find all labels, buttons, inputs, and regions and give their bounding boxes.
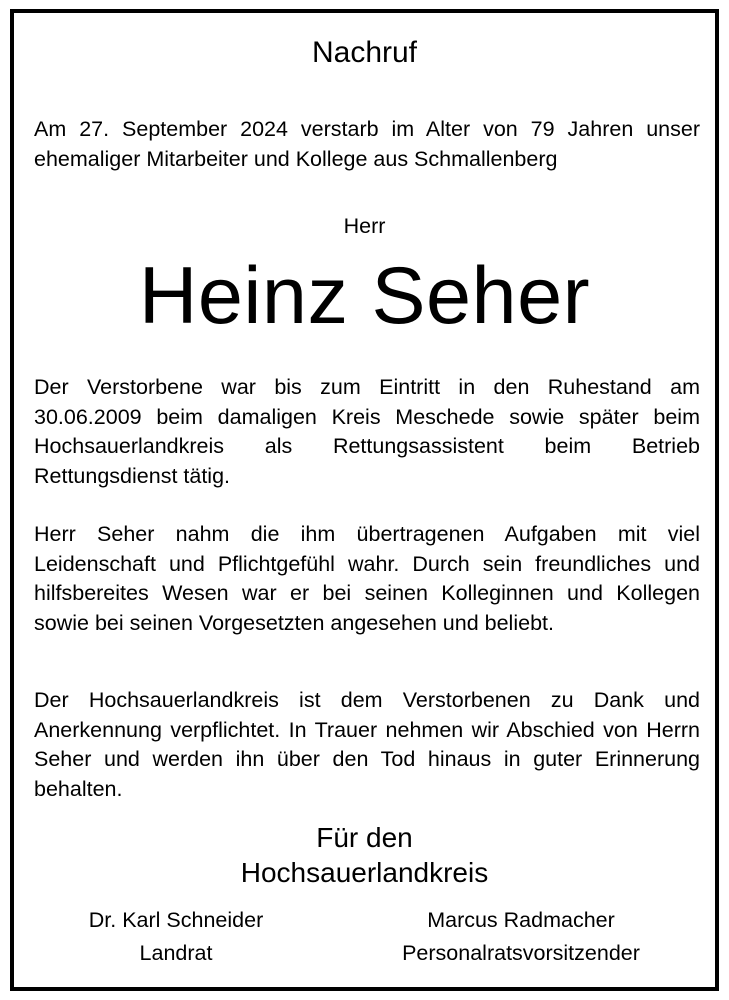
obituary-heading: Nachruf <box>311 36 418 69</box>
paragraph-career: Der Verstorbene war bis zum Eintritt in den Ruhestand am 30.06.2009 beim damaligen Kreis Meschede sowie später beim Hochsauerlandkreis als Rettungsassistent beim Betrieb Rettungsdienst tätig. <box>34 375 700 488</box>
obituary-frame <box>10 9 719 991</box>
salutation: Herr <box>343 214 386 238</box>
signatory-role-left: Landrat <box>139 941 213 965</box>
signatory-role-right: Personalratsvorsitzender <box>402 941 640 965</box>
closing-line-1: Für den <box>316 822 413 853</box>
intro-text: Am 27. September 2024 verstarb im Alter von 79 Jahren unser ehemaliger Mitarbeiter und Kollege aus Schmallenberg <box>34 117 700 171</box>
signatory-name-right: Marcus Radmacher <box>427 908 615 932</box>
paragraph-gratitude: Der Hochsauerlandkreis ist dem Verstorbenen zu Dank und Anerkennung verpflichtet. In Trauer nehmen wir Abschied von Herrn Seher und werden ihn über den Tod hinaus in guter Erinnerung behalten. <box>34 688 700 801</box>
paragraph-character: Herr Seher nahm die ihm übertragenen Aufgaben mit viel Leidenschaft und Pflichtgefühl wahr. Durch sein freundliches und hilfsbereites Wesen war er bei seinen Kolleginnen und Kollegen sowie bei seinen Vorgesetzten angesehen und beliebt. <box>34 522 700 635</box>
deceased-name: Heinz Seher <box>138 251 591 341</box>
signatory-name-left: Dr. Karl Schneider <box>88 908 264 932</box>
closing-line-2: Hochsauerlandkreis <box>240 857 489 888</box>
